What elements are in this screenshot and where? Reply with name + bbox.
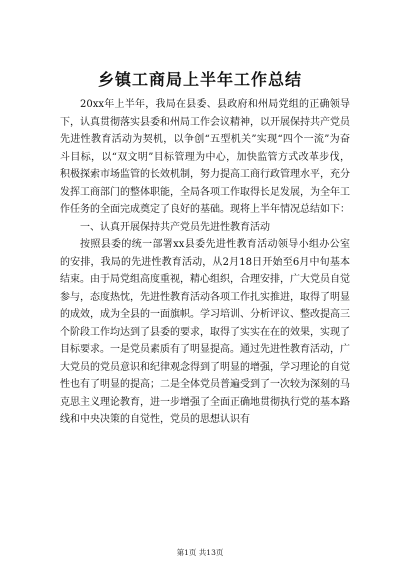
section-heading: 一、认真开展保持共产党员先进性教育活动 <box>80 221 270 233</box>
section-paragraph: 按照县委的统一部署xx县委先进性教育活动领导小组办公室的安排，我局的先进性教育活动，从2月18日开始至6月中旬基本结束。由于局党组高度重视，精心组织，合理安排，广大党员自觉参与，态度热忱，先进性教育活动各项工作扎实推进，取得了明显的成效，成为全县的一面旗帜。学习培训、分析评议、整改提高三个阶段工作均达到了县委的要求，取得了实实在在的效果，实现了目标要求。一是党员素质有了明显提高。通过先进性教育活动，广大党员的党员意识和纪律观念得到了明显的增强，学习理论的自觉性也有了明显的提高；二是全体党员普遍受到了一次较为深刻的马克思主义理论教育，进一步增强了全面正确地贯彻执行党的基本路线和中央决策的自觉性，党员的思想认识有 <box>60 239 350 425</box>
page-number-footer: 第1页 共13页 <box>176 548 224 557</box>
document-title: 乡镇工商局上半年工作总结 <box>97 70 302 89</box>
document-body <box>60 96 350 429</box>
intro-paragraph: 20xx年上半年，我局在县委、县政府和州局党组的正确领导下，认真贯彻落实县委和州局工作会议精神，以开展保持共产党员先进性教育活动为契机，以争创“五型机关”实现“四个一流”为奋斗目标，以“双文明”目标管理为中心，加快监管方式改革步伐，积极探索市场监管的长效机制，努力提高工商行政管理水平，充分发挥工商部门的整体职能，全局各项工作取得长足发展，为全年工作任务的全面完成奠定了良好的基础。现将上半年情况总结如下： <box>60 99 350 215</box>
